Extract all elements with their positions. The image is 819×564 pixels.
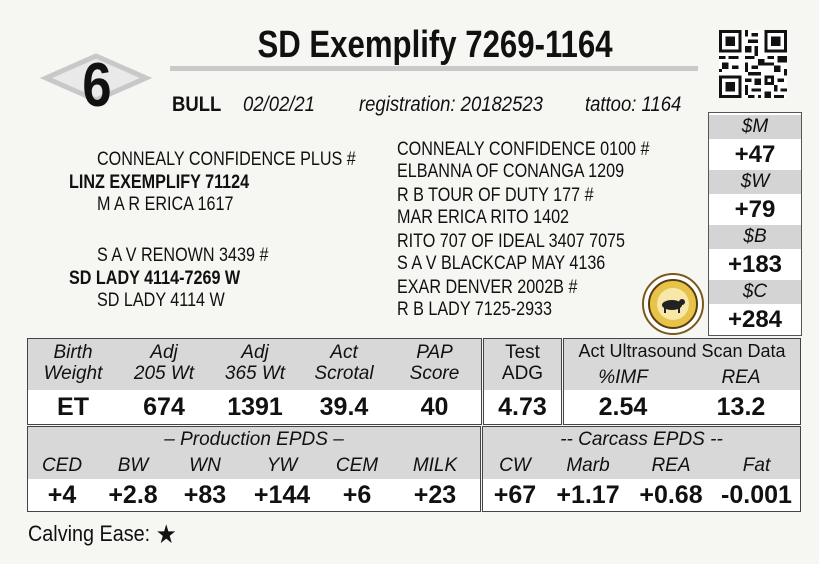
perf-value-205: 674 [143, 393, 185, 421]
prod-header-ced: CED [41, 455, 83, 476]
carc-header-cw: CW [499, 455, 531, 476]
star-icon: ★ [155, 519, 177, 549]
pedigree-dam-dam: SD LADY 4114 W [97, 290, 225, 311]
perf-header-pap-2: Score [409, 363, 460, 384]
prod-value-bw: +2.8 [108, 481, 158, 509]
animal-name-title: SD Exemplify 7269-1164 [257, 24, 613, 66]
pedigree-sire: LINZ EXEMPLIFY 71124 [69, 172, 250, 193]
carc-value-cw: +67 [493, 481, 537, 509]
test-adg-header-1: Test [505, 342, 540, 363]
ultrasound-title: Act Ultrasound Scan Data [578, 341, 786, 361]
index-label-m: $M [709, 115, 801, 139]
index-label-w: $W [709, 170, 801, 194]
index-value-b: +183 [727, 251, 783, 278]
dollar-index-panel [708, 112, 802, 336]
ultrasound-header-rea: REA [721, 367, 761, 388]
perf-value-scrotal: 39.4 [319, 393, 369, 421]
pedigree-great-5: RITO 707 OF IDEAL 3407 7075 [397, 231, 626, 252]
perf-header-scrotal-1: Act [330, 342, 358, 363]
ultrasound-value-imf: 2.54 [598, 393, 648, 421]
perf-header-365-1: Adj [241, 342, 269, 363]
pedigree-great-1: CONNEALY CONFIDENCE 0100 # [397, 139, 650, 160]
perf-header-205-1: Adj [150, 342, 178, 363]
ultrasound-table [563, 338, 801, 425]
sex-label: BULL [172, 93, 222, 116]
production-epds-title: – Production EPDS – [164, 429, 344, 450]
carc-value-rea: +0.68 [639, 481, 703, 509]
prod-value-yw: +144 [253, 481, 311, 509]
index-label-c: $C [709, 280, 801, 304]
pedigree-dam-sire: S A V RENOWN 3439 # [97, 245, 269, 266]
title-divider [170, 66, 698, 71]
pedigree-dam: SD LADY 4114-7269 W [69, 268, 241, 289]
test-adg-box [483, 338, 562, 425]
registration-number: registration: 20182523 [359, 93, 543, 116]
perf-header-birth-2: Weight [43, 363, 103, 384]
perf-header-365-2: 365 Wt [224, 363, 286, 384]
carcass-epds-title: -- Carcass EPDS -- [560, 429, 723, 450]
carc-value-marb: +1.17 [556, 481, 620, 509]
tattoo: tattoo: 1164 [585, 93, 682, 116]
prod-value-wn: +83 [183, 481, 227, 509]
perf-header-205-2: 205 Wt [133, 363, 195, 384]
index-value-w: +79 [734, 196, 776, 223]
prod-header-cem: CEM [335, 455, 379, 476]
carc-value-fat: -0.001 [721, 481, 792, 509]
birth-date: 02/02/21 [243, 93, 315, 116]
perf-header-pap-1: PAP [416, 342, 453, 363]
qr-code[interactable] [719, 30, 787, 98]
prod-header-yw: YW [266, 455, 298, 476]
pedigree-great-7: EXAR DENVER 2002B # [397, 277, 578, 298]
carcass-epds-table [482, 426, 801, 512]
pedigree-sire-sire: CONNEALY CONFIDENCE PLUS # [97, 149, 356, 170]
index-value-c: +284 [727, 306, 783, 333]
ultrasound-header-imf: %IMF [598, 367, 648, 388]
carc-header-marb: Marb [566, 455, 610, 476]
prod-header-wn: WN [189, 455, 221, 476]
lot-number: 6 [82, 51, 110, 120]
prod-header-bw: BW [117, 455, 149, 476]
perf-header-scrotal-2: Scrotal [314, 363, 374, 384]
pedigree-great-4: MAR ERICA RITO 1402 [397, 207, 570, 228]
pedigree-great-2: ELBANNA OF CONANGA 1209 [397, 161, 625, 182]
pedigree-great-8: R B LADY 7125-2933 [397, 299, 553, 320]
perf-value-pap: 40 [420, 393, 449, 421]
prod-value-milk: +23 [413, 481, 457, 509]
ultrasound-value-rea: 13.2 [716, 393, 766, 421]
prod-header-milk: MILK [412, 455, 458, 476]
calving-ease-row [28, 520, 177, 548]
perf-value-birth-weight: ET [57, 393, 89, 421]
breeder-seal-logo [641, 272, 705, 336]
pedigree-great-3: R B TOUR OF DUTY 177 # [397, 185, 594, 206]
carc-header-rea: REA [651, 455, 691, 476]
perf-header-birth-1: Birth [53, 342, 93, 363]
prod-value-cem: +6 [342, 481, 372, 509]
prod-value-ced: +4 [47, 481, 77, 509]
test-adg-value: 4.73 [498, 393, 547, 421]
production-epds-table [27, 426, 481, 512]
performance-table [27, 338, 482, 425]
pedigree-sire-dam: M A R ERICA 1617 [97, 194, 234, 215]
calving-ease-label: Calving Ease: [28, 521, 151, 546]
test-adg-header-2: ADG [501, 363, 544, 384]
index-value-m: +47 [734, 141, 776, 168]
index-label-b: $B [709, 225, 801, 249]
carc-header-fat: Fat [742, 455, 771, 476]
pedigree-great-6: S A V BLACKCAP MAY 4136 [397, 253, 606, 274]
perf-value-365: 1391 [227, 393, 283, 421]
